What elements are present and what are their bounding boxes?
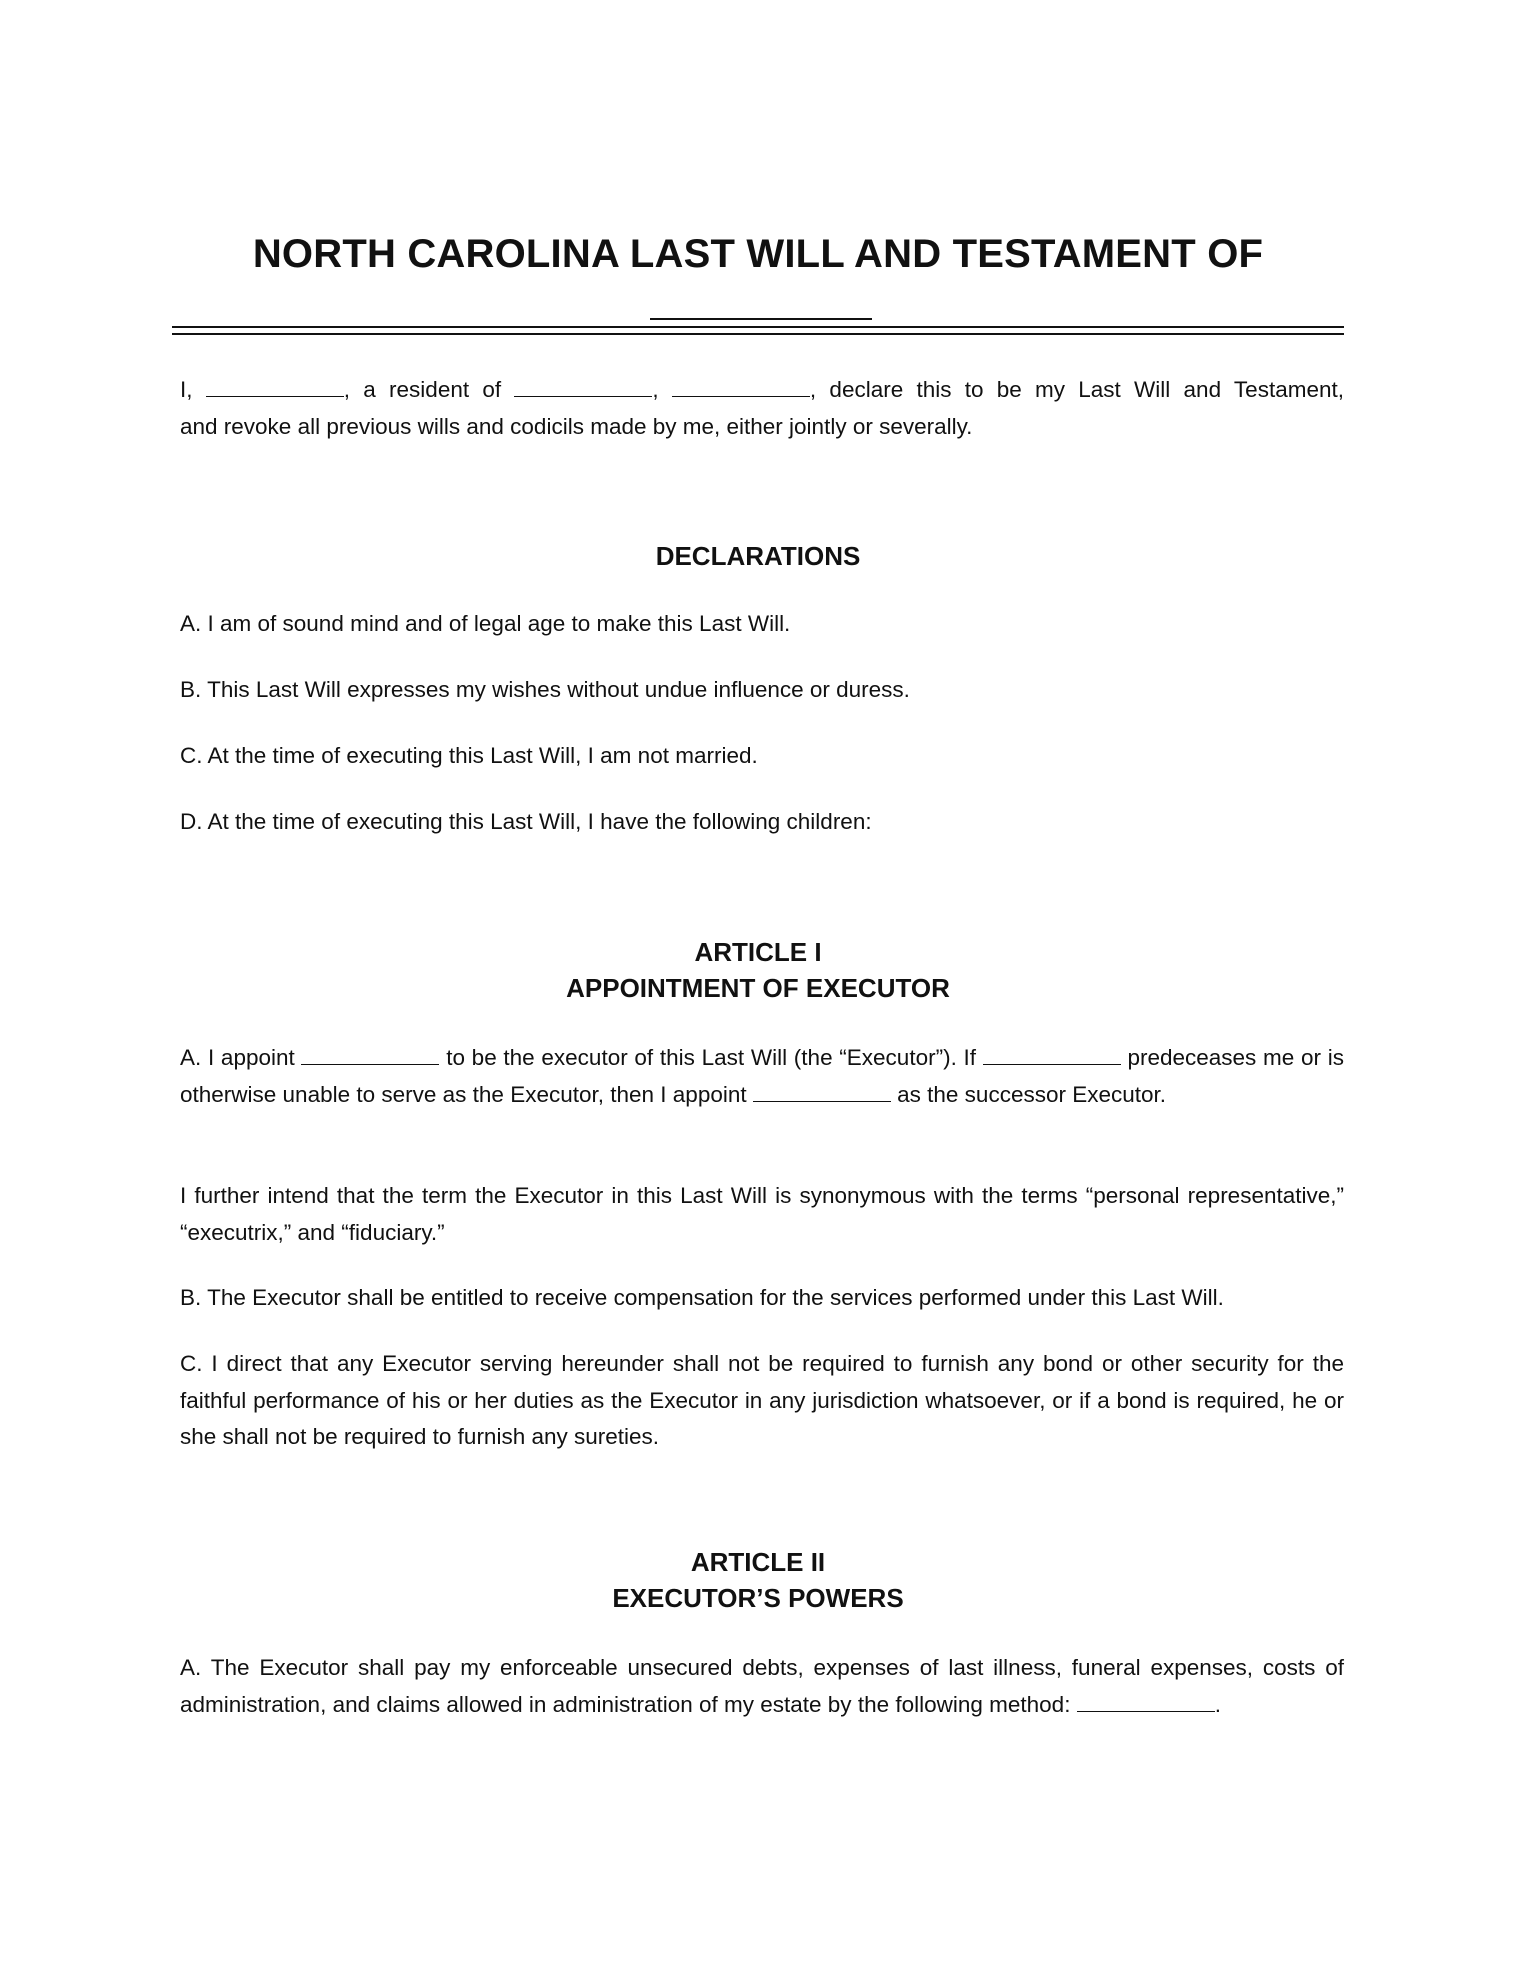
- intro-paragraph: [180, 372, 1344, 445]
- name-blank: [206, 376, 344, 397]
- article-1-heading: [172, 934, 1344, 1006]
- title-double-rule: [172, 326, 1344, 335]
- article-1-number: ARTICLE I: [694, 937, 822, 967]
- article-2-heading: [172, 1544, 1344, 1616]
- article-1-para-c: C. I direct that any Executor serving hereunder shall not be required to furnish any bond or other security for the faithful performance of his or her duties as the Executor in any jurisdiction whatsoever, or if a bond is required, he or she shall not be required to furnish any sureties.: [180, 1351, 1344, 1449]
- article-2-para-a: A. The Executor shall pay my enforceable unsecured debts, expenses of last illness, funeral expenses, costs of administration, and claims allowed in administration of my estate by the following method: .: [180, 1655, 1344, 1717]
- article-2-title: EXECUTOR’S POWERS: [612, 1583, 904, 1613]
- article-1-para-b: B. The Executor shall be entitled to receive compensation for the services performed under this Last Will.: [180, 1285, 1224, 1310]
- document-title: NORTH CAROLINA LAST WILL AND TESTAMENT OF: [252, 232, 1264, 276]
- intro-line-1: I, , a resident of , , declare this to be my Last Will and Testament,: [180, 377, 1344, 402]
- declarations-heading: DECLARATIONS: [655, 541, 861, 571]
- article-1-para-a: A. I appoint to be the executor of this Last Will (the “Executor”). If predeceases me or is otherwise unable to serve as the Executor, then I appoint as the successor Executor.: [180, 1045, 1344, 1107]
- article-2-number: ARTICLE II: [690, 1547, 826, 1577]
- declaration-a: A. I am of sound mind and of legal age to make this Last Will.: [180, 611, 791, 636]
- intro-line-2: and revoke all previous wills and codicils made by me, either jointly or severally.: [180, 413, 973, 439]
- article-1-title: APPOINTMENT OF EXECUTOR: [566, 973, 950, 1003]
- executor-predeceases-blank: [983, 1044, 1121, 1065]
- state-blank: [672, 376, 810, 397]
- debt-method-blank: [1077, 1691, 1215, 1712]
- declaration-d: D. At the time of executing this Last Will, I have the following children:: [180, 809, 872, 834]
- county-blank: [514, 376, 652, 397]
- declaration-b: B. This Last Will expresses my wishes without undue influence or duress.: [180, 677, 910, 702]
- testator-name-blank: [650, 318, 872, 320]
- declaration-c: C. At the time of executing this Last Will, I am not married.: [180, 743, 758, 768]
- article-1-further: I further intend that the term the Executor in this Last Will is synonymous with the terms “personal representative,” “executrix,” and “fiduciary.”: [180, 1183, 1344, 1245]
- executor-blank: [301, 1044, 439, 1065]
- successor-executor-blank: [753, 1081, 891, 1102]
